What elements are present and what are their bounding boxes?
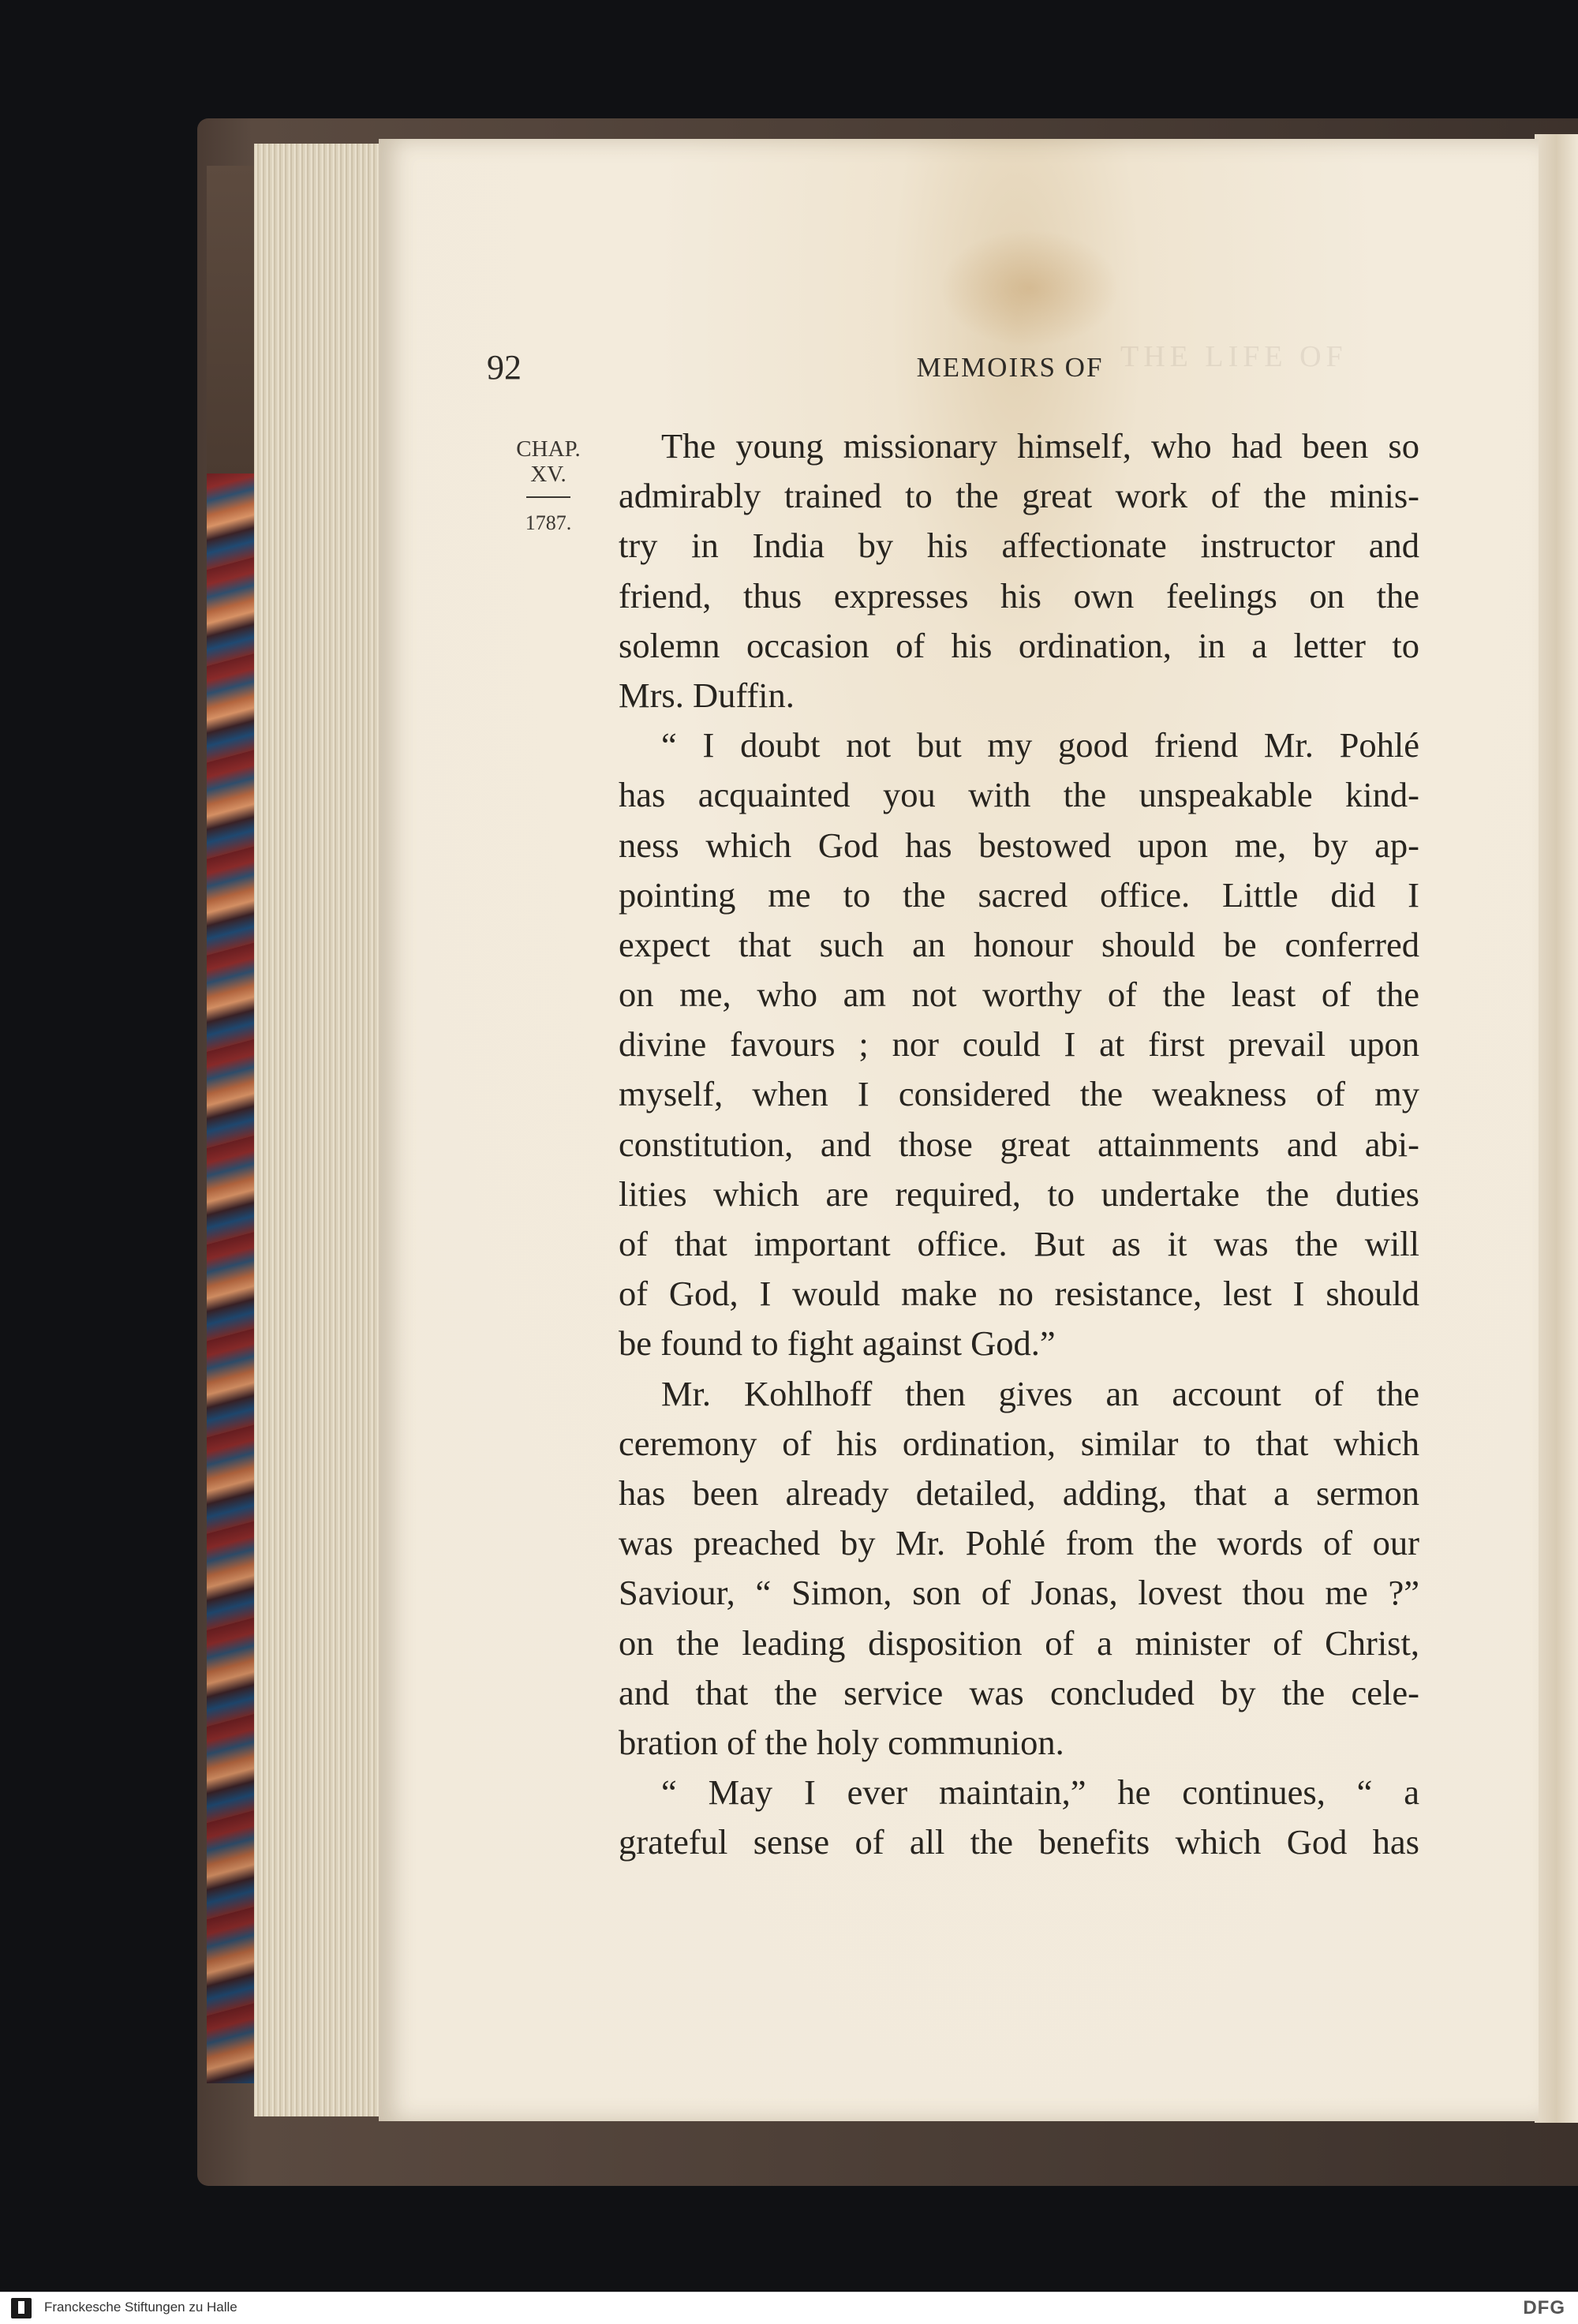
page-edges — [254, 144, 398, 2116]
text-line: grateful sense of all the benefits which God has — [619, 1822, 1419, 1862]
text-line: has been already detailed, adding, that a sermon — [619, 1473, 1419, 1513]
margin-note — [497, 436, 600, 536]
text-line: admirably trained to the great work of the minis- — [619, 476, 1419, 516]
binding-leather — [207, 166, 254, 473]
text-line: try in India by his affectionate instructor and — [619, 526, 1419, 566]
text-line: solemn occasion of his ordination, in a letter to — [619, 625, 1419, 665]
funder-logo: DFG — [1523, 2297, 1565, 2318]
text-line: was preached by Mr. Pohlé from the words of our — [619, 1523, 1419, 1563]
text-line: on the leading disposition of a minister of Christ, — [619, 1622, 1419, 1663]
bleed-through-text: THE LIFE OF — [1120, 340, 1348, 373]
text-line: myself, when I considered the weakness of my — [619, 1074, 1419, 1114]
text-line: constitution, and those great attainments and abi- — [619, 1124, 1419, 1164]
chapter-label: CHAP. — [516, 436, 581, 462]
text-line: divine favours ; nor could I at first prevail upon — [619, 1024, 1419, 1065]
marbled-endpaper — [207, 473, 254, 2083]
chapter-number: XV. — [530, 462, 567, 487]
text-line: bration of the holy communion. — [619, 1722, 1064, 1762]
institution-logo-icon — [11, 2298, 32, 2318]
page-number: 92 — [487, 348, 522, 387]
margin-year: 1787. — [525, 511, 572, 534]
text-line: “ May I ever maintain,” he continues, “ a — [661, 1772, 1419, 1813]
text-line: ness which God has bestowed upon me, by ap- — [619, 825, 1419, 865]
text-line: has acquainted you with the unspeakable kind- — [619, 775, 1419, 815]
text-line: of that important office. But as it was the will — [619, 1224, 1419, 1263]
text-line: Mrs. Duffin. — [619, 675, 795, 715]
text-line: “ I doubt not but my good friend Mr. Pohlé — [661, 725, 1419, 765]
facing-page-edge — [1535, 134, 1578, 2123]
institution-name: Franckesche Stiftungen zu Halle — [44, 2300, 237, 2315]
text-line: Saviour, “ Simon, son of Jonas, lovest thou me ?” — [619, 1573, 1419, 1613]
text-line: expect that such an honour should be conferred — [619, 924, 1419, 964]
margin-rule — [526, 496, 570, 498]
text-line: The young missionary himself, who had been so — [661, 426, 1419, 466]
text-line: on me, who am not worthy of the least of the — [619, 975, 1419, 1015]
text-line: of God, I would make no resistance, lest I should — [619, 1274, 1419, 1314]
page-stain — [939, 229, 1120, 347]
footer-bar — [0, 2292, 1578, 2324]
text-line: pointing me to the sacred office. Little did I — [619, 874, 1419, 915]
text-line: be found to fight against God.” — [619, 1323, 1056, 1364]
text-line: Mr. Kohlhoff then gives an account of the — [661, 1373, 1419, 1413]
body-text — [619, 421, 1419, 1867]
text-line: lities which are required, to undertake the duties — [619, 1173, 1419, 1214]
text-line: ceremony of his ordination, similar to that which — [619, 1423, 1419, 1463]
text-line: friend, thus expresses his own feelings on the — [619, 575, 1419, 616]
running-title: MEMOIRS OF — [916, 352, 1104, 383]
text-line: and that the service was concluded by the cele- — [619, 1672, 1419, 1712]
